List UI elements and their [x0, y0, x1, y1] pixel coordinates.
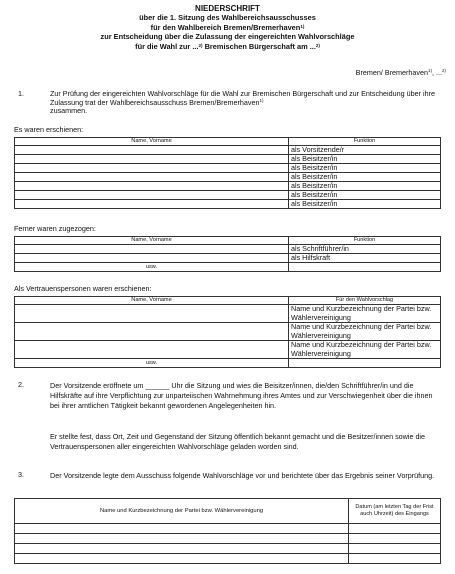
name-cell[interactable]: [15, 182, 289, 191]
party-cell[interactable]: [15, 544, 349, 554]
name-cell[interactable]: [15, 146, 289, 155]
party-cell[interactable]: [15, 534, 349, 544]
title-line-2: über die 1. Sitzung des Wahlbereichsausschusses: [139, 13, 316, 23]
date-cell[interactable]: [349, 534, 441, 544]
trusted-table: [14, 296, 441, 368]
trusted-label: Als Vertrauenspersonen waren erschienen:: [14, 284, 152, 293]
nominations-table: [14, 498, 441, 564]
function-cell: als Beisitzer/in: [289, 173, 441, 182]
function-cell: als Beisitzer/in: [289, 155, 441, 164]
section-1-text: Zur Prüfung der eingereichten Wahlvorschläge für die Wahl zur Bremischen Bürgerschaft und zur Entscheidung über ihre Zulassung trat der Wahlbereichsausschuss Bremen/Bremerhaven$^{1)}$ zusammen.: [50, 89, 435, 116]
col-name: Name, Vorname: [15, 237, 289, 245]
name-cell[interactable]: [15, 245, 289, 254]
party-cell: Name und Kurzbezeichnung der Partei bzw. Wählervereinigung: [289, 305, 441, 323]
title-line-3: für den Wahlbereich Bremen/Bremerhaven$^{1)}$: [150, 22, 305, 32]
section-3-text: Der Vorsitzende legte dem Ausschuss folgende Wahlvorschläge vor und berichtete über das Ergebnis seiner Vorprüfung.: [50, 471, 435, 480]
col-name: Name, Vorname: [15, 297, 289, 305]
name-cell[interactable]: [15, 155, 289, 164]
party-cell[interactable]: [289, 359, 441, 368]
function-cell: als Beisitzer/in: [289, 191, 441, 200]
title-line-5: für die Wahl zur ...$^{2)}$ Bremischen Bürgerschaft am ...$^{2)}$: [135, 41, 320, 51]
place-date: Bremen/ Bremerhaven$^{1)}$, ...$^{2)}$: [355, 68, 446, 77]
title-line-1: NIEDERSCHRIFT: [195, 4, 260, 13]
name-cell[interactable]: [15, 191, 289, 200]
party-cell[interactable]: [15, 554, 349, 564]
present-table: [14, 137, 441, 209]
section-3-number: 3.: [18, 470, 24, 479]
col-name: Name, Vorname: [15, 138, 289, 146]
usw-cell: usw.: [15, 359, 289, 368]
name-cell[interactable]: [15, 164, 289, 173]
function-cell: als Vorsitzende/r: [289, 146, 441, 155]
footnote-marker: 1): [300, 23, 305, 29]
section-2-number: 2.: [18, 380, 24, 389]
date-cell[interactable]: [349, 554, 441, 564]
section-2-paragraph-2: Er stellte fest, dass Ort, Zeit und Gegenstand der Sitzung öffentlich bekannt gemacht und die Besitzer/innen sowie die Vertrauenspersonen aller eingereichten Wahlvorschläge geladen worden sind.: [50, 432, 426, 451]
added-table: [14, 236, 441, 272]
name-cell[interactable]: [15, 323, 289, 341]
section-2-paragraph-1: Der Vorsitzende eröffnete um ______ Uhr die Sitzung und wies die Beisitzer/innen, die/den Schriftführer/in und die Hilfskräfte auf ihre Verpflichtung zur unparteiischen Wahrnehmung ihres Amtes und zur Verschwiegenheit über die ihnen bei ihrer amtlichen Tätigkeit bekannt gewordenen Angelegenheiten hin.: [50, 381, 433, 410]
date-cell[interactable]: [349, 524, 441, 534]
function-cell: als Beisitzer/in: [289, 164, 441, 173]
title-line-4: zur Entscheidung über die Zulassung der eingereichten Wahlvorschläge: [100, 32, 355, 42]
function-cell: als Hilfskraft: [289, 254, 441, 263]
function-cell[interactable]: [289, 263, 441, 272]
function-cell: als Beisitzer/in: [289, 200, 441, 209]
col-function: Funktion: [289, 138, 441, 146]
name-cell[interactable]: [15, 173, 289, 182]
name-cell[interactable]: [15, 305, 289, 323]
party-cell: Name und Kurzbezeichnung der Partei bzw. Wählervereinigung: [289, 323, 441, 341]
function-cell: als Schriftführer/in: [289, 245, 441, 254]
party-cell: Name und Kurzbezeichnung der Partei bzw. Wählervereinigung: [289, 341, 441, 359]
document-title: [0, 4, 455, 51]
date-cell[interactable]: [349, 544, 441, 554]
added-label: Ferner waren zugezogen:: [14, 224, 96, 233]
section-1-number: 1.: [18, 89, 24, 98]
col-receipt-date: Datum (am letzten Tag der Frist auch Uhrzeit) des Eingangs: [349, 499, 441, 524]
function-cell: als Beisitzer/in: [289, 182, 441, 191]
name-cell[interactable]: [15, 200, 289, 209]
present-label: Es waren erschienen:: [14, 125, 84, 134]
name-cell[interactable]: [15, 254, 289, 263]
col-function: Funktion: [289, 237, 441, 245]
party-cell[interactable]: [15, 524, 349, 534]
name-cell[interactable]: [15, 341, 289, 359]
usw-cell: usw.: [15, 263, 289, 272]
col-party: Name und Kurzbezeichnung der Partei bzw. Wählervereinigung: [15, 499, 349, 524]
col-nominee: Für den Wahlvorschlag: [289, 297, 441, 305]
